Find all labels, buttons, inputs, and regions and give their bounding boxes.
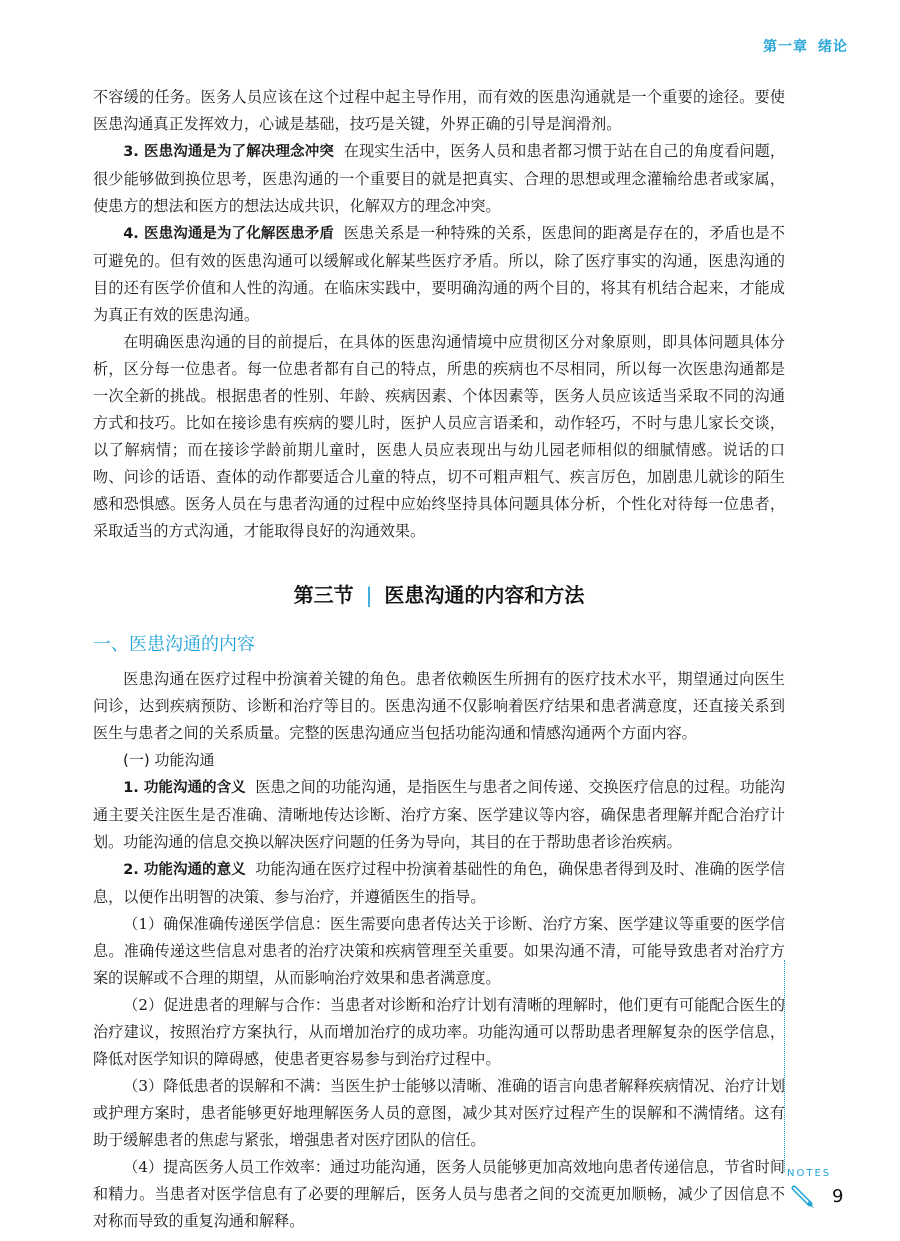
- point-4: （4）提高医务人员工作效率：通过功能沟通，医务人员能够更加高效地向患者传递信息，节省时间和精力。当患者对医学信息有了必要的理解后，医务人员与患者之间的交流更加顺畅，减少了因信息不对称而导致的重复沟通和解释。: [93, 1158, 785, 1230]
- sub-subsection-heading: (一) 功能沟通: [123, 751, 215, 769]
- definition-2-lead: 2. 功能沟通的意义: [123, 862, 246, 878]
- pencil-icon: [788, 1182, 818, 1212]
- point-1: （1）确保准确传递医学信息：医生需要向患者传达关于诊断、治疗方案、医学建议等重要的医学信息。准确传递这些信息对患者的治疗决策和疾病管理至关重要。如果沟通不清，可能导致患者对治疗方案的误解或不合理的期望，从而影响治疗效果和患者满意度。: [93, 915, 785, 987]
- chapter-title: 绪论: [818, 39, 848, 55]
- notes-dotted-line: [784, 960, 785, 1172]
- item-3-paragraph: [93, 138, 785, 220]
- item-4-paragraph: [93, 220, 785, 329]
- subsection-heading: 一、医患沟通的内容: [93, 634, 255, 655]
- item-4-text: 医患关系是一种特殊的关系，医患间的距离是存在的，矛盾也是不可避免的。但有效的医患沟通可以缓解或化解某些医疗矛盾。所以，除了医疗事实的沟通，医患沟通的目的还有医学价值和人性的沟通。在临床实践中，要明确沟通的两个目的，将其有机结合起来，才能成为真正有效的医患沟通。: [93, 224, 785, 324]
- definition-2-text: 功能沟通在医疗过程中扮演着基础性的角色，确保患者得到及时、准确的医学信息，以便作出明智的决策、参与治疗，并遵循医生的指导。: [93, 860, 785, 906]
- notes-label: NOTES: [787, 1168, 832, 1179]
- paragraph-continued: 不容缓的任务。医务人员应该在这个过程中起主导作用，而有效的医患沟通就是一个重要的途径。要使医患沟通真正发挥效力，心诚是基础，技巧是关键，外界正确的引导是润滑剂。: [93, 88, 785, 133]
- section-number: 第三节: [293, 583, 354, 607]
- item-4-lead: 4. 医患沟通是为了化解医患矛盾: [123, 226, 335, 242]
- point-3: （3）降低患者的误解和不满：当医生护士能够以清晰、准确的语言向患者解释疾病情况、治疗计划或护理方案时，患者能够更好地理解医务人员的意图，减少其对医疗过程产生的误解和不满情绪。这有助于缓解患者的焦虑与紧张，增强患者对医疗团队的信任。: [93, 1077, 785, 1149]
- point-2: （2）促进患者的理解与合作：当患者对诊断和治疗计划有清晰的理解时，他们更有可能配合医生的治疗建议，按照治疗方案执行，从而增加治疗的成功率。功能沟通可以帮助患者理解复杂的医学信息，降低对医学知识的障碍感，使患者更容易参与到治疗过程中。: [93, 996, 785, 1068]
- item-3-text: 在现实生活中，医务人员和患者都习惯于站在自己的角度看问题，很少能够做到换位思考，医患沟通的一个重要目的就是把真实、合理的思想或理念灌输给患者或家属，使患方的想法和医方的想法达成共识，化解双方的理念冲突。: [93, 142, 785, 215]
- definition-1-text: 医患之间的功能沟通，是指医生与患者之间传递、交换医疗信息的过程。功能沟通主要关注医生是否准确、清晰地传达诊断、治疗方案、医学建议等内容，确保患者理解并配合治疗计划。功能沟通的信息交换以解决医疗问题的任务为导向，其目的在于帮助患者诊治疾病。: [93, 778, 785, 851]
- definition-2-paragraph: [93, 856, 785, 911]
- page-number: 9: [832, 1186, 844, 1207]
- item-3-lead: 3. 医患沟通是为了解决理念冲突: [123, 144, 335, 160]
- section-title: [93, 579, 785, 608]
- running-header: [763, 36, 848, 56]
- principle-paragraph: 在明确医患沟通的目的前提后，在具体的医患沟通情境中应贯彻区分对象原则，即具体问题具体分析，区分每一位患者。每一位患者都有自己的特点，所患的疾病也不尽相同，所以每一次医患沟通都是一次全新的挑战。根据患者的性别、年龄、疾病因素、个体因素等，医务人员应该适当采取不同的沟通方式和技巧。比如在接诊患有疾病的婴儿时，医护人员应言语柔和，动作轻巧，不时与患儿家长交谈，以了解病情；而在接诊学龄前期儿童时，医患人员应表现出与幼儿园老师相似的细腻情感。说话的口吻、问诊的话语、查体的动作都要适合儿童的特点，切不可粗声粗气、疾言厉色，加剧患儿就诊的陌生感和恐惧感。医务人员在与患者沟通的过程中应始终坚持具体问题具体分析，个性化对待每一位患者，采取适当的方式沟通，才能取得良好的沟通效果。: [93, 333, 785, 540]
- definition-1-lead: 1. 功能沟通的含义: [123, 780, 246, 796]
- page-body: [93, 84, 785, 1235]
- chapter-number: 第一章: [763, 39, 808, 55]
- intro-paragraph: 医患沟通在医疗过程中扮演着关键的角色。患者依赖医生所拥有的医疗技术水平，期望通过向医生问诊，达到疾病预防、诊断和治疗等目的。医患沟通不仅影响着医疗结果和患者满意度，还直接关系到医生与患者之间的关系质量。完整的医患沟通应当包括功能沟通和情感沟通两个方面内容。: [93, 670, 785, 742]
- section-divider: |: [365, 583, 373, 607]
- section-name: 医患沟通的内容和方法: [384, 583, 585, 607]
- definition-1-paragraph: [93, 774, 785, 856]
